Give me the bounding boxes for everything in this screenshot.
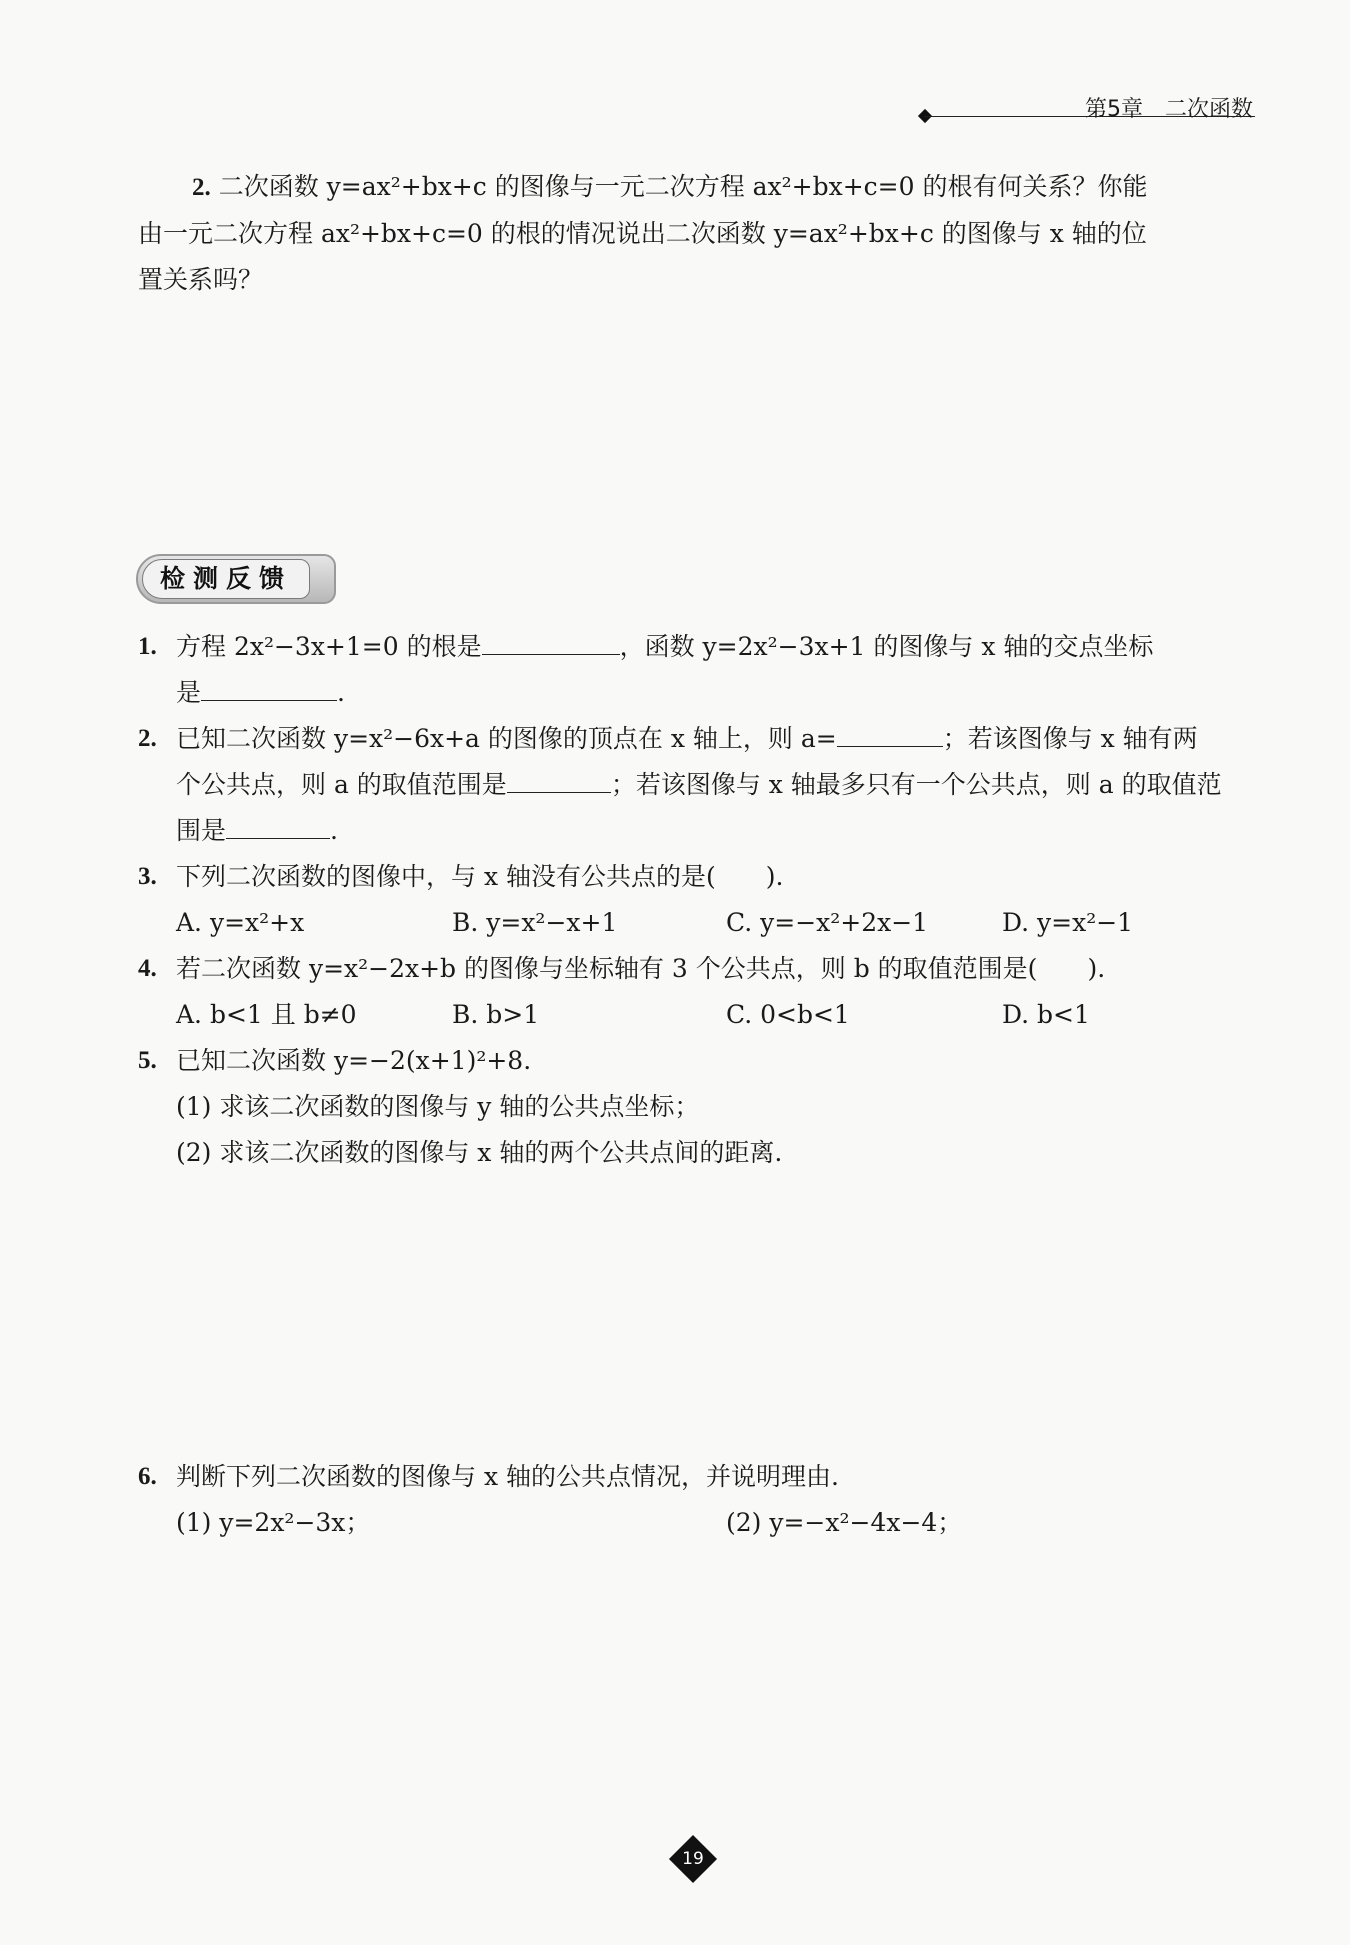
- question-6: [138, 1454, 1258, 1500]
- intro-line-2: 由一元二次方程 ax²+bx+c=0 的根的情况说出二次函数 y=ax²+bx+c 的图像与 x 轴的位: [138, 219, 1147, 248]
- intro-line-1: 2. 二次函数 y=ax²+bx+c 的图像与一元二次方程 ax²+bx+c=0 的根有何关系？你能: [192, 172, 1148, 201]
- answer-blank[interactable]: [482, 630, 620, 655]
- question-number: 4.: [138, 955, 157, 982]
- question-text: 已知二次函数 y=−2(x+1)²+8.: [176, 1046, 532, 1075]
- question-number: 3.: [138, 863, 157, 890]
- section-heading: [136, 554, 346, 608]
- question-text: 判断下列二次函数的图像与 x 轴的公共点情况，并说明理由.: [176, 1462, 839, 1491]
- page-number: [672, 1838, 716, 1882]
- question-4: [138, 946, 1258, 992]
- intro-question: [138, 164, 1256, 303]
- question-5-part-2: (2) 求该二次函数的图像与 x 轴的两个公共点间的距离.: [176, 1138, 783, 1167]
- page-number-text: 19: [682, 1849, 704, 1869]
- question-6-part-2: (2) y=−x²−4x−4；: [726, 1508, 963, 1537]
- option-a[interactable]: A. y=x²+x: [176, 908, 305, 937]
- question-2: 2. 已知二次函数 y=x²−6x+a 的图像的顶点在 x 轴上，则 a= ；若该图像与 x 轴有两 个公共点，则 a 的取值范围是 ；若该图像与 x 轴最多只有一个公共点，则 a 的取值范 围是 .: [138, 716, 1258, 854]
- question-5-part-1: (1) 求该二次函数的图像与 y 轴的公共点坐标；: [176, 1092, 700, 1121]
- question-3-options: [176, 900, 1266, 946]
- section-heading-text: 检测反馈: [142, 559, 310, 599]
- question-text: 下列二次函数的图像中，与 x 轴没有公共点的是( ).: [176, 862, 784, 891]
- question-1: 1. 方程 2x²−3x+1=0 的根是 ，函数 y=2x²−3x+1 的图像与 x 轴的交点坐标 是 .: [138, 624, 1258, 716]
- question-text: 若二次函数 y=x²−2x+b 的图像与坐标轴有 3 个公共点，则 b 的取值范围是( ).: [176, 954, 1106, 983]
- answer-blank[interactable]: [507, 768, 611, 793]
- question-6-part-1: (1) y=2x²−3x；: [176, 1508, 371, 1537]
- option-d[interactable]: D. b<1: [1002, 1000, 1090, 1029]
- question-number: 5.: [138, 1047, 157, 1074]
- question-5: [138, 1038, 1258, 1084]
- option-b[interactable]: B. b>1: [452, 1000, 540, 1029]
- question-4-options: [176, 992, 1266, 1038]
- intro-line-3: 置关系吗？: [138, 265, 264, 294]
- chapter-header: [920, 92, 1255, 126]
- option-b[interactable]: B. y=x²−x+1: [452, 908, 618, 937]
- question-number: 2.: [138, 725, 157, 752]
- option-d[interactable]: D. y=x²−1: [1002, 908, 1134, 937]
- chapter-title: 第5章 二次函数: [1085, 97, 1253, 122]
- intro-number: 2.: [192, 174, 211, 201]
- answer-blank[interactable]: [226, 814, 330, 839]
- answer-blank[interactable]: [837, 722, 943, 747]
- option-a[interactable]: A. b<1 且 b≠0: [176, 1000, 357, 1029]
- question-number: 1.: [138, 633, 157, 660]
- option-c[interactable]: C. 0<b<1: [726, 1000, 850, 1029]
- question-number: 6.: [138, 1463, 157, 1490]
- question-3: [138, 854, 1258, 900]
- answer-blank[interactable]: [201, 676, 337, 701]
- option-c[interactable]: C. y=−x²+2x−1: [726, 908, 929, 937]
